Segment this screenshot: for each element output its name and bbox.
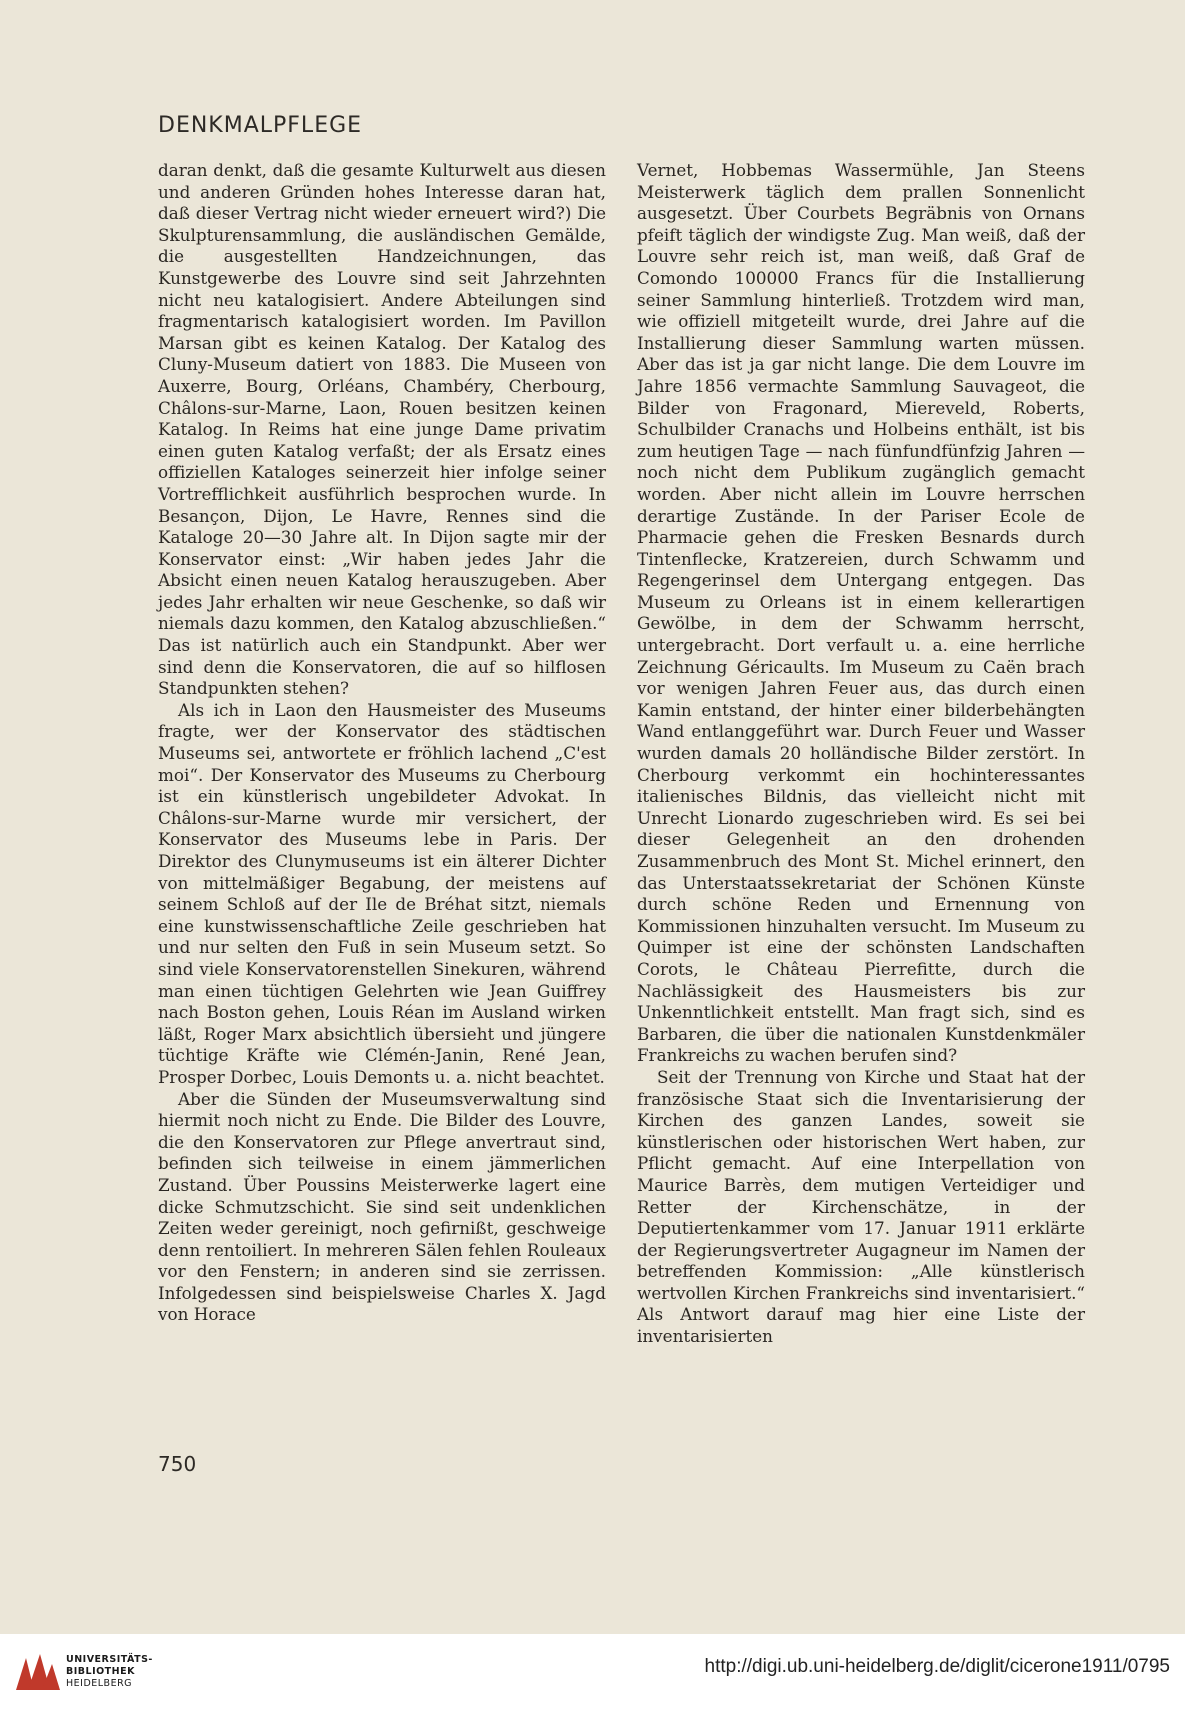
paragraph: Als ich in Laon den Hausmeister des Museums fragte, wer der Konservator des städtischen Museums sei, antwortete er fröhlich lachend „C'est moi“. Der Konservator des Museums zu Cherbourg ist ein künstlerisch ungebildeter Advokat. In Châlons-sur-Marne wurde mir versichert, der Konservator des Museums lebe in Paris. Der Direktor des Clunymuseums ist ein älterer Dichter von mittelmäßiger Begabung, der meistens auf seinem Schloß auf der Ile de Bréhat sitzt, niemals eine kunstwissenschaftliche Zeile geschrieben hat und nur selten den Fuß in sein Museum setzt. So sind viele Konservatorenstellen Sinekuren, während man einen tüchtigen Gelehrten wie Jean Guiffrey nach Boston gehen, Louis Réan im Ausland wirken läßt, Roger Marx absichtlich übersieht und jüngere tüchtige Kräfte wie Clémén-Janin, René Jean, Prosper Dorbec, Louis Demonts u. a. nicht beachtet. [158, 699, 606, 1087]
paragraph: Aber die Sünden der Museumsverwaltung sind hiermit noch nicht zu Ende. Die Bilder des Louvre, die den Konservatoren zur Pflege anvertraut sind, befinden sich teilweise in einem jämmerlichen Zustand. Über Poussins Meisterwerke lagert eine dicke Schmutzschicht. Sie sind seit undenklichen Zeiten weder gereinigt, noch gefirnißt, geschweige denn rentoiliert. In mehreren Sälen fehlen Rouleaux vor den Fenstern; in anderen sind sie zerrissen. Infolgedessen sind beispielsweise Charles X. Jagd von Horace [158, 1088, 606, 1325]
ub-heidelberg-logo-icon [12, 1650, 62, 1694]
library-name [66, 1654, 153, 1690]
library-name-line: BIBLIOTHEK [66, 1666, 135, 1677]
page-number: 750 [158, 1452, 197, 1476]
paragraph: Seit der Trennung von Kirche und Staat hat der französische Staat sich die Inventarisierung der Kirchen des ganzen Landes, soweit sie künstlerischen oder historischen Wert haben, zur Pflicht gemacht. Auf eine Interpellation von Maurice Barrès, dem mutigen Verteidiger und Retter der Kirchenschätze, in der Deputiertenkammer vom 17. Januar 1911 erklärte der Regierungsvertreter Augagneur im Namen der betreffenden Kommission: „Alle künstlerisch wertvollen Kirchen Frankreichs sind inventarisiert.“ Als Antwort darauf mag hier eine Liste der inventarisierten [637, 1066, 1085, 1347]
library-name-line: HEIDELBERG [66, 1678, 133, 1689]
left-text-column [158, 160, 606, 1326]
right-text-column [637, 160, 1085, 1348]
paragraph: Vernet, Hobbemas Wassermühle, Jan Steens Meisterwerk täglich dem prallen Sonnenlicht ausgesetzt. Über Courbets Begräbnis von Ornans pfeift täglich der windigste Zug. Man weiß, daß der Louvre sehr reich ist, man weiß, daß Graf de Comondo 100000 Francs für die Installierung seiner Sammlung hinterließ. Trotzdem wird man, wie offiziell mitgeteilt wurde, drei Jahre auf die Installierung dieser Sammlung warten müssen. Aber das ist ja gar nicht lange. Die dem Louvre im Jahre 1856 vermachte Sammlung Sauvageot, die Bilder von Fragonard, Miereveld, Roberts, Schulbilder Cranachs und Holbeins enthält, ist bis zum heutigen Tage — nach fünfundfünfzig Jahren — noch nicht dem Publikum zugänglich gemacht worden. Aber nicht allein im Louvre herrschen derartige Zustände. In der Pariser Ecole de Pharmacie gehen die Fresken Besnards durch Tintenflecke, Kratzereien, durch Schwamm und Regengerinsel dem Untergang entgegen. Das Museum zu Orleans ist in einem kellerartigen Gewölbe, in dem der Schwamm herrscht, untergebracht. Dort verfault u. a. eine herrliche Zeichnung Géricaults. Im Museum zu Caën brach vor wenigen Jahren Feuer aus, das durch einen Kamin entstand, der hinter einer bilderbehängten Wand entlanggeführt war. Durch Feuer und Wasser wurden damals 20 holländische Bilder zerstört. In Cherbourg verkommt ein hochinteressantes italienisches Bildnis, das vielleicht nicht mit Unrecht Lionardo zugeschrieben wird. Es sei bei dieser Gelegenheit an den drohenden Zusammenbruch des Mont St. Michel erinnert, den das Unterstaatssekretariat der Schönen Künste durch schöne Reden und Ernennung von Kommissionen hinzuhalten versucht. Im Museum zu Quimper ist eine der schönsten Landschaften Corots, le Château Pierrefitte, durch die Nachlässigkeit des Hausmeisters bis zur Unkenntlichkeit entstellt. Man fragt sich, sind es Barbaren, die über die nationalen Kunstdenkmäler Frankreichs zu wachen berufen sind? [637, 160, 1085, 1066]
library-name-line: UNIVERSITÄTS- [66, 1654, 153, 1665]
section-heading: DENKMALPFLEGE [158, 113, 363, 138]
source-url-link[interactable]: http://digi.ub.uni-heidelberg.de/diglit/cicerone1911/0795 [704, 1656, 1170, 1677]
paragraph: daran denkt, daß die gesamte Kulturwelt aus diesen und anderen Gründen hohes Interesse daran hat, daß dieser Vertrag nicht wieder erneuert wird?) Die Skulpturensammlung, die ausländischen Gemälde, die ausgestellten Handzeichnungen, das Kunstgewerbe des Louvre sind seit Jahrzehnten nicht neu katalogisiert. Andere Abteilungen sind fragmentarisch katalogisiert worden. Im Pavillon Marsan gibt es keinen Katalog. Der Katalog des Cluny-Museum datiert von 1883. Die Museen von Auxerre, Bourg, Orléans, Chambéry, Cherbourg, Châlons-sur-Marne, Laon, Rouen besitzen keinen Katalog. In Reims hat eine junge Dame privatim einen guten Katalog verfaßt; der als Ersatz eines offiziellen Kataloges seinerzeit hier infolge seiner Vortrefflichkeit ausführlich besprochen wurde. In Besançon, Dijon, Le Havre, Rennes sind die Kataloge 20—30 Jahre alt. In Dijon sagte mir der Konservator einst: „Wir haben jedes Jahr die Absicht einen neuen Katalog herauszugeben. Aber jedes Jahr erhalten wir neue Geschenke, so daß wir niemals dazu kommen, den Katalog abzuschließen.“ Das ist natürlich auch ein Standpunkt. Aber wer sind denn die Konservatoren, die auf so hilflosen Standpunkten stehen? [158, 160, 606, 699]
library-footer [0, 1634, 1185, 1711]
